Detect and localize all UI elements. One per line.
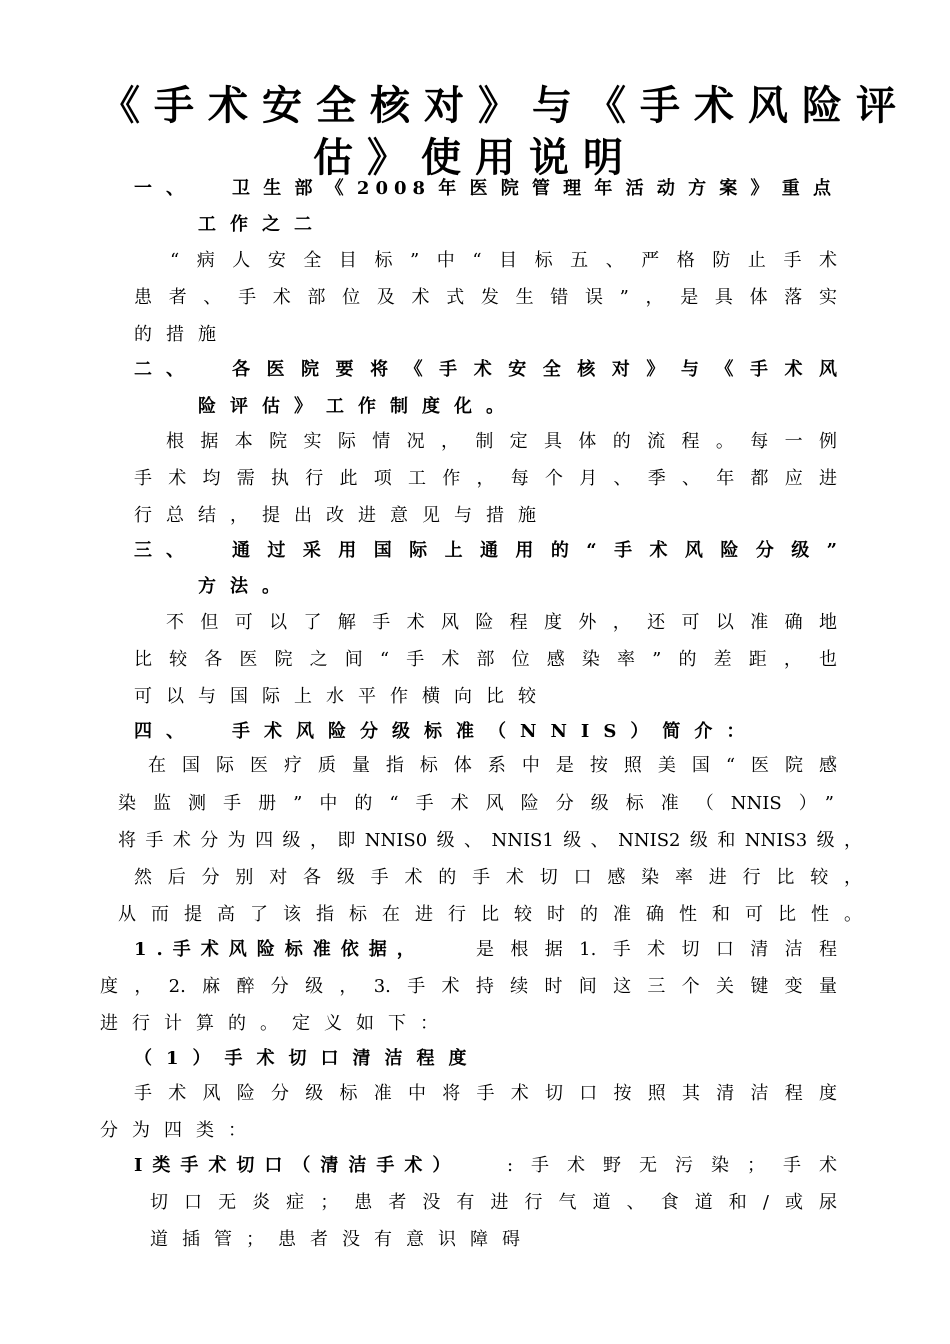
section-1-body-line-3: 的措施 [134, 324, 230, 345]
section-2-body-line-1: 根据本院实际情况，制定具体的流程。每一例 [166, 431, 837, 452]
section-3-body-line-1: 不但可以了解手术风险程度外，还可以准确地 [166, 612, 837, 633]
section-2-number: 二、 [134, 359, 198, 380]
basis-line-2: 度，2.麻醉分级，3.手术持续时间这三个关键变量 [100, 976, 837, 997]
section-4-number: 四、 [134, 721, 198, 742]
class-1-line-3: 道插管；患者没有意识障碍 [150, 1229, 534, 1250]
section-3-heading-line-1: 通过采用国际上通用的“手术风险分级” [232, 540, 837, 561]
section-4-body-line-5: 从而提高了该指标在进行比较时的准确性和可比性。 [118, 904, 862, 925]
subsection-1-heading: （1）手术切口清洁程度 [134, 1048, 481, 1069]
basis-line-1: 是根据1.手术切口清洁程 [476, 939, 837, 960]
section-4-body-line-1: 在国际医疗质量指标体系中是按照美国“医院感 [148, 755, 837, 776]
section-4-body-line-4: 然后分别对各级手术的手术切口感染率进行比较， [134, 867, 862, 888]
class-1-line-2: 切口无炎症；患者没有进行气道、食道和/或尿 [150, 1192, 837, 1213]
section-3-body-line-2: 比较各医院之间“手术部位感染率”的差距，也 [134, 649, 837, 670]
section-3-body-line-3: 可以与国际上水平作横向比较 [134, 686, 550, 707]
section-1-heading-line-1: 卫生部《2008年医院管理年活动方案》重点 [232, 178, 837, 199]
section-3-heading-line-2: 方法。 [198, 576, 294, 597]
section-1-body-line-2: 患者、手术部位及术式发生错误”，是具体落实 [134, 287, 837, 308]
document-title-line-1: 《手术安全核对》与《手术风险评 [100, 82, 910, 129]
section-4-heading: 手术风险分级标准（NNIS）简介： [232, 721, 759, 742]
section-1-number: 一、 [134, 178, 198, 199]
class-1-label: I类手术切口（清洁手术） [134, 1155, 461, 1176]
section-2-body-line-2: 手术均需执行此项工作，每个月、季、年都应进 [134, 468, 837, 489]
section-3-number: 三、 [134, 540, 198, 561]
section-4-body-line-2: 染监测手册”中的“手术风险分级标准（NNIS）” [118, 793, 834, 814]
class-1-line-1: :手术野无污染；手术 [507, 1155, 837, 1176]
basis-line-3: 进行计算的。定义如下： [100, 1013, 452, 1034]
section-2-heading-line-1: 各医院要将《手术安全核对》与《手术风 [232, 359, 837, 380]
section-2-body-line-3: 行总结，提出改进意见与措施 [134, 505, 550, 526]
subsection-1-body-line-2: 分为四类： [100, 1120, 260, 1141]
section-1-heading-line-2: 工作之二 [198, 214, 326, 235]
subsection-1-body-line-1: 手术风险分级标准中将手术切口按照其清洁程度 [134, 1083, 837, 1104]
basis-heading: 1.手术风险标准依据， [134, 939, 425, 960]
document-title-line-2: 估》使用说明 [313, 134, 637, 181]
section-2-heading-line-2: 险评估》工作制度化。 [198, 396, 518, 417]
section-4-body-line-3: 将手术分为四级，即NNIS0级、NNIS1级、NNIS2级和NNIS3级， [118, 830, 862, 851]
section-1-body-line-1: “病人安全目标”中“目标五、严格防止手术 [170, 250, 837, 271]
